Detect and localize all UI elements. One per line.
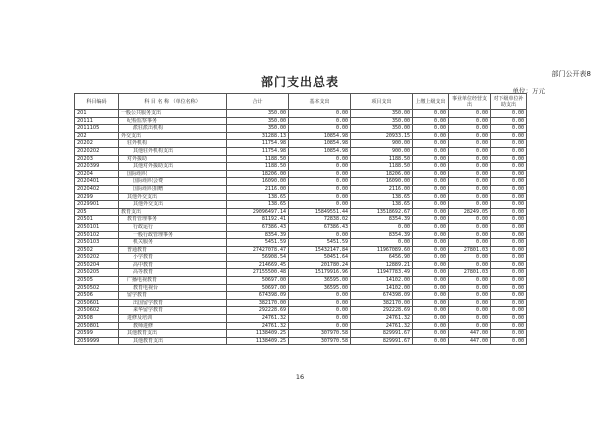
- row-basic: 72838.02: [289, 216, 351, 224]
- row-name: 其他驻外机构支出: [119, 147, 227, 155]
- row-total: 1188.50: [227, 155, 289, 163]
- row-total: 350.00: [227, 125, 289, 133]
- row-business: 0.00: [449, 147, 491, 155]
- table-row: [75, 239, 527, 247]
- table-row: [75, 140, 527, 148]
- row-basic: 15849551.44: [289, 208, 351, 216]
- row-basic: 307970.58: [289, 337, 351, 345]
- row-business: 27801.03: [449, 269, 491, 277]
- row-code: 20202: [75, 140, 119, 148]
- row-name: 外交支出: [119, 132, 227, 140]
- row-code: 20299: [75, 193, 119, 201]
- row-basic: 0.00: [289, 299, 351, 307]
- table-row: [75, 307, 527, 315]
- row-project: 6456.90: [351, 254, 413, 262]
- page-number: 16: [295, 373, 305, 381]
- row-total: 2116.00: [227, 185, 289, 193]
- row-project: 350.00: [351, 117, 413, 125]
- unit-label: 单位：万元: [512, 87, 545, 95]
- row-name: 派驻派出机构: [119, 125, 227, 133]
- row-upper: 0.00: [413, 132, 449, 140]
- row-lower: 0.00: [491, 193, 527, 201]
- row-business: 0.00: [449, 132, 491, 140]
- row-code: 2029901: [75, 201, 119, 209]
- row-lower: 0.00: [491, 216, 527, 224]
- row-name: 纪检监察事务: [119, 117, 227, 125]
- row-business: 0.00: [449, 155, 491, 163]
- row-project: 13518692.67: [351, 208, 413, 216]
- row-lower: 0.00: [491, 110, 527, 118]
- row-basic: 0.00: [289, 322, 351, 330]
- row-name: 国际组织会费: [119, 178, 227, 186]
- row-project: 1188.50: [351, 163, 413, 171]
- row-business: 27801.03: [449, 246, 491, 254]
- col-header-project: 项目支出: [351, 94, 413, 110]
- row-code: 2050205: [75, 269, 119, 277]
- row-name: 高中教育: [119, 261, 227, 269]
- row-name: 行政运行: [119, 223, 227, 231]
- row-basic: 10854.98: [289, 140, 351, 148]
- row-project: 14102.00: [351, 277, 413, 285]
- row-business: 447.00: [449, 337, 491, 345]
- row-project: 8354.39: [351, 231, 413, 239]
- row-code: 20111: [75, 117, 119, 125]
- row-basic: 0.00: [289, 178, 351, 186]
- row-lower: 0.00: [491, 269, 527, 277]
- table-row: [75, 178, 527, 186]
- row-lower: 0.00: [491, 307, 527, 315]
- row-upper: 0.00: [413, 337, 449, 345]
- row-code: 2050801: [75, 322, 119, 330]
- row-name: 国际组织捐赠: [119, 185, 227, 193]
- row-code: 2020401: [75, 178, 119, 186]
- col-header-lower: 对下级单位补助支出: [491, 94, 527, 110]
- table-row: [75, 147, 527, 155]
- row-business: 0.00: [449, 216, 491, 224]
- row-upper: 0.00: [413, 254, 449, 262]
- row-project: 829991.67: [351, 330, 413, 338]
- row-total: 56908.54: [227, 254, 289, 262]
- row-business: 0.00: [449, 140, 491, 148]
- row-upper: 0.00: [413, 117, 449, 125]
- row-upper: 0.00: [413, 110, 449, 118]
- row-basic: 0.00: [289, 163, 351, 171]
- col-header-total: 合计: [227, 94, 289, 110]
- row-lower: 0.00: [491, 201, 527, 209]
- row-total: 292228.69: [227, 307, 289, 315]
- row-project: 24761.32: [351, 315, 413, 323]
- row-basic: 0.00: [289, 117, 351, 125]
- row-business: 0.00: [449, 284, 491, 292]
- row-upper: 0.00: [413, 178, 449, 186]
- row-name: 小学教育: [119, 254, 227, 262]
- row-code: 2050502: [75, 284, 119, 292]
- table-row: [75, 315, 527, 323]
- table-row: [75, 155, 527, 163]
- row-upper: 0.00: [413, 299, 449, 307]
- row-code: 2059999: [75, 337, 119, 345]
- row-code: 2050101: [75, 223, 119, 231]
- table-row: [75, 322, 527, 330]
- row-name: 其他教育支出: [119, 337, 227, 345]
- row-upper: 0.00: [413, 292, 449, 300]
- row-code: 205: [75, 208, 119, 216]
- row-basic: 67386.43: [289, 223, 351, 231]
- row-basic: 10854.98: [289, 147, 351, 155]
- row-total: 50697.00: [227, 284, 289, 292]
- row-code: 20505: [75, 277, 119, 285]
- row-total: 674398.09: [227, 292, 289, 300]
- row-project: 14102.00: [351, 284, 413, 292]
- row-upper: 0.00: [413, 155, 449, 163]
- row-upper: 0.00: [413, 307, 449, 315]
- row-business: 0.00: [449, 315, 491, 323]
- row-lower: 0.00: [491, 254, 527, 262]
- row-name: 一般行政管理事务: [119, 231, 227, 239]
- row-total: 1138409.25: [227, 337, 289, 345]
- row-lower: 0.00: [491, 140, 527, 148]
- row-name: 教育管理事务: [119, 216, 227, 224]
- row-name: 出国留学教育: [119, 299, 227, 307]
- row-business: 0.00: [449, 163, 491, 171]
- row-lower: 0.00: [491, 155, 527, 163]
- row-business: 0.00: [449, 193, 491, 201]
- row-project: 11967089.60: [351, 246, 413, 254]
- row-business: 0.00: [449, 110, 491, 118]
- row-code: 2050202: [75, 254, 119, 262]
- row-code: 201: [75, 110, 119, 118]
- row-code: 2020202: [75, 147, 119, 155]
- row-total: 50697.00: [227, 277, 289, 285]
- col-header-upper: 上缴上级支出: [413, 94, 449, 110]
- row-name: 其他外交支出: [119, 193, 227, 201]
- table-row: [75, 110, 527, 118]
- table-row: [75, 337, 527, 345]
- row-lower: 0.00: [491, 185, 527, 193]
- row-lower: 0.00: [491, 163, 527, 171]
- row-basic: 15432147.84: [289, 246, 351, 254]
- row-business: 0.00: [449, 254, 491, 262]
- row-upper: 0.00: [413, 315, 449, 323]
- table-row: [75, 254, 527, 262]
- row-total: 11754.98: [227, 140, 289, 148]
- row-basic: 0.00: [289, 170, 351, 178]
- row-total: 29096497.14: [227, 208, 289, 216]
- row-total: 16090.00: [227, 178, 289, 186]
- row-basic: 0.00: [289, 315, 351, 323]
- row-name: 其他教育支出: [119, 330, 227, 338]
- row-lower: 0.00: [491, 337, 527, 345]
- row-total: 5451.59: [227, 239, 289, 247]
- row-project: 24761.32: [351, 322, 413, 330]
- row-project: 1188.50: [351, 155, 413, 163]
- row-name: 高等教育: [119, 269, 227, 277]
- row-name: 广播电视教育: [119, 277, 227, 285]
- table-row: [75, 170, 527, 178]
- row-lower: 0.00: [491, 117, 527, 125]
- table-row: [75, 269, 527, 277]
- row-project: 16090.00: [351, 178, 413, 186]
- row-business: 0.00: [449, 223, 491, 231]
- table-row: [75, 330, 527, 338]
- row-total: 24761.32: [227, 322, 289, 330]
- table-row: [75, 185, 527, 193]
- row-lower: 0.00: [491, 208, 527, 216]
- row-project: 12889.21: [351, 261, 413, 269]
- row-project: 138.65: [351, 193, 413, 201]
- row-project: 350.00: [351, 110, 413, 118]
- row-business: 447.00: [449, 330, 491, 338]
- row-project: 674398.09: [351, 292, 413, 300]
- row-code: 20203: [75, 155, 119, 163]
- table-row: [75, 246, 527, 254]
- row-code: 20501: [75, 216, 119, 224]
- row-lower: 0.00: [491, 223, 527, 231]
- row-project: 138.65: [351, 201, 413, 209]
- row-lower: 0.00: [491, 239, 527, 247]
- row-total: 27155500.48: [227, 269, 289, 277]
- row-upper: 0.00: [413, 193, 449, 201]
- row-name: 教育电视台: [119, 284, 227, 292]
- col-header-code: 科目编码: [75, 94, 119, 110]
- col-header-name: 科 目 名 称 （单位名称）: [119, 94, 227, 110]
- row-business: 0.00: [449, 185, 491, 193]
- row-upper: 0.00: [413, 239, 449, 247]
- row-lower: 0.00: [491, 246, 527, 254]
- row-total: 8354.39: [227, 231, 289, 239]
- row-business: 0.00: [449, 170, 491, 178]
- row-business: 0.00: [449, 178, 491, 186]
- row-total: 138.65: [227, 193, 289, 201]
- row-business: 0.00: [449, 231, 491, 239]
- row-lower: 0.00: [491, 315, 527, 323]
- row-lower: 0.00: [491, 178, 527, 186]
- row-project: 18206.00: [351, 170, 413, 178]
- row-name: 进修及培训: [119, 315, 227, 323]
- row-business: 0.00: [449, 322, 491, 330]
- row-upper: 0.00: [413, 140, 449, 148]
- row-business: 0.00: [449, 277, 491, 285]
- row-name: 对外援助: [119, 155, 227, 163]
- row-name: 机关服务: [119, 239, 227, 247]
- table-row: [75, 201, 527, 209]
- row-business: 0.00: [449, 125, 491, 133]
- table-row: [75, 284, 527, 292]
- row-total: 67386.43: [227, 223, 289, 231]
- row-basic: 0.00: [289, 292, 351, 300]
- row-lower: 0.00: [491, 299, 527, 307]
- row-name: 来华留学教育: [119, 307, 227, 315]
- table-row: [75, 132, 527, 140]
- table-row: [75, 216, 527, 224]
- row-business: 0.00: [449, 299, 491, 307]
- row-business: 0.00: [449, 261, 491, 269]
- row-upper: 0.00: [413, 231, 449, 239]
- row-project: 382170.00: [351, 299, 413, 307]
- row-total: 214669.45: [227, 261, 289, 269]
- table-header-row: [75, 94, 527, 110]
- row-basic: 10854.98: [289, 132, 351, 140]
- page-title: 部门支出总表: [260, 75, 339, 89]
- row-total: 11754.98: [227, 147, 289, 155]
- table-row: [75, 277, 527, 285]
- row-upper: 0.00: [413, 261, 449, 269]
- row-code: 20204: [75, 170, 119, 178]
- row-upper: 0.00: [413, 284, 449, 292]
- row-lower: 0.00: [491, 330, 527, 338]
- row-code: 2020402: [75, 185, 119, 193]
- row-project: 900.00: [351, 147, 413, 155]
- row-code: 2050204: [75, 261, 119, 269]
- row-business: 0.00: [449, 239, 491, 247]
- row-upper: 0.00: [413, 163, 449, 171]
- row-basic: 36595.00: [289, 277, 351, 285]
- row-name: 驻外机构: [119, 140, 227, 148]
- row-project: 20933.15: [351, 132, 413, 140]
- row-total: 382170.00: [227, 299, 289, 307]
- row-lower: 0.00: [491, 284, 527, 292]
- row-code: 2050102: [75, 231, 119, 239]
- table-row: [75, 299, 527, 307]
- row-upper: 0.00: [413, 170, 449, 178]
- row-project: 292228.69: [351, 307, 413, 315]
- row-lower: 0.00: [491, 170, 527, 178]
- row-name: 教育支出: [119, 208, 227, 216]
- row-basic: 0.00: [289, 125, 351, 133]
- row-upper: 0.00: [413, 246, 449, 254]
- table-row: [75, 231, 527, 239]
- row-total: 1188.50: [227, 163, 289, 171]
- row-basic: 0.00: [289, 193, 351, 201]
- row-name: 国际组织: [119, 170, 227, 178]
- row-basic: 0.00: [289, 307, 351, 315]
- row-upper: 0.00: [413, 269, 449, 277]
- row-code: 202: [75, 132, 119, 140]
- row-business: 28249.05: [449, 208, 491, 216]
- row-code: 2050602: [75, 307, 119, 315]
- row-lower: 0.00: [491, 261, 527, 269]
- row-total: 350.00: [227, 110, 289, 118]
- row-name: 一般公共服务支出: [119, 110, 227, 118]
- row-code: 2011105: [75, 125, 119, 133]
- table-row: [75, 193, 527, 201]
- row-project: 0.00: [351, 239, 413, 247]
- row-total: 350.00: [227, 117, 289, 125]
- row-basic: 50451.64: [289, 254, 351, 262]
- row-project: 350.00: [351, 125, 413, 133]
- row-basic: 201780.24: [289, 261, 351, 269]
- row-lower: 0.00: [491, 292, 527, 300]
- row-code: 2020399: [75, 163, 119, 171]
- row-lower: 0.00: [491, 231, 527, 239]
- row-business: 0.00: [449, 292, 491, 300]
- row-upper: 0.00: [413, 208, 449, 216]
- row-basic: 0.00: [289, 201, 351, 209]
- table-body: [75, 110, 527, 345]
- table-number-label: 部门公开表8: [551, 70, 591, 78]
- table-row: [75, 261, 527, 269]
- row-upper: 0.00: [413, 330, 449, 338]
- row-upper: 0.00: [413, 125, 449, 133]
- row-project: 2116.00: [351, 185, 413, 193]
- row-lower: 0.00: [491, 125, 527, 133]
- row-project: 0.00: [351, 223, 413, 231]
- row-total: 81192.41: [227, 216, 289, 224]
- table-row: [75, 163, 527, 171]
- row-basic: 0.00: [289, 231, 351, 239]
- row-basic: 0.00: [289, 155, 351, 163]
- row-upper: 0.00: [413, 216, 449, 224]
- row-code: 2050103: [75, 239, 119, 247]
- row-upper: 0.00: [413, 147, 449, 155]
- row-code: 20599: [75, 330, 119, 338]
- table-row: [75, 125, 527, 133]
- row-total: 18206.00: [227, 170, 289, 178]
- row-upper: 0.00: [413, 322, 449, 330]
- row-name: 留学教育: [119, 292, 227, 300]
- row-basic: 36595.00: [289, 284, 351, 292]
- row-name: 教师进修: [119, 322, 227, 330]
- row-basic: 307970.58: [289, 330, 351, 338]
- expenditure-table: [74, 93, 527, 345]
- row-basic: 5451.59: [289, 239, 351, 247]
- row-project: 8354.39: [351, 216, 413, 224]
- row-code: 20506: [75, 292, 119, 300]
- table-row: [75, 223, 527, 231]
- table-row: [75, 292, 527, 300]
- table-row: [75, 117, 527, 125]
- row-name: 其他外交支出: [119, 201, 227, 209]
- row-basic: 0.00: [289, 185, 351, 193]
- row-total: 24761.32: [227, 315, 289, 323]
- row-project: 11947783.49: [351, 269, 413, 277]
- row-total: 31288.13: [227, 132, 289, 140]
- row-total: 1138409.25: [227, 330, 289, 338]
- row-code: 20502: [75, 246, 119, 254]
- row-total: 27427078.47: [227, 246, 289, 254]
- row-upper: 0.00: [413, 201, 449, 209]
- row-business: 0.00: [449, 307, 491, 315]
- row-code: 2050601: [75, 299, 119, 307]
- row-business: 0.00: [449, 117, 491, 125]
- row-lower: 0.00: [491, 322, 527, 330]
- row-upper: 0.00: [413, 185, 449, 193]
- row-total: 138.65: [227, 201, 289, 209]
- col-header-business: 事业单位经营支出: [449, 94, 491, 110]
- row-lower: 0.00: [491, 132, 527, 140]
- col-header-basic: 基本支出: [289, 94, 351, 110]
- table-row: [75, 208, 527, 216]
- row-project: 900.00: [351, 140, 413, 148]
- row-name: 其他对外援助支出: [119, 163, 227, 171]
- row-code: 20508: [75, 315, 119, 323]
- row-project: 829991.67: [351, 337, 413, 345]
- row-upper: 0.00: [413, 277, 449, 285]
- row-lower: 0.00: [491, 277, 527, 285]
- row-name: 普通教育: [119, 246, 227, 254]
- row-basic: 15179916.96: [289, 269, 351, 277]
- row-business: 0.00: [449, 201, 491, 209]
- row-basic: 0.00: [289, 110, 351, 118]
- row-lower: 0.00: [491, 147, 527, 155]
- row-upper: 0.00: [413, 223, 449, 231]
